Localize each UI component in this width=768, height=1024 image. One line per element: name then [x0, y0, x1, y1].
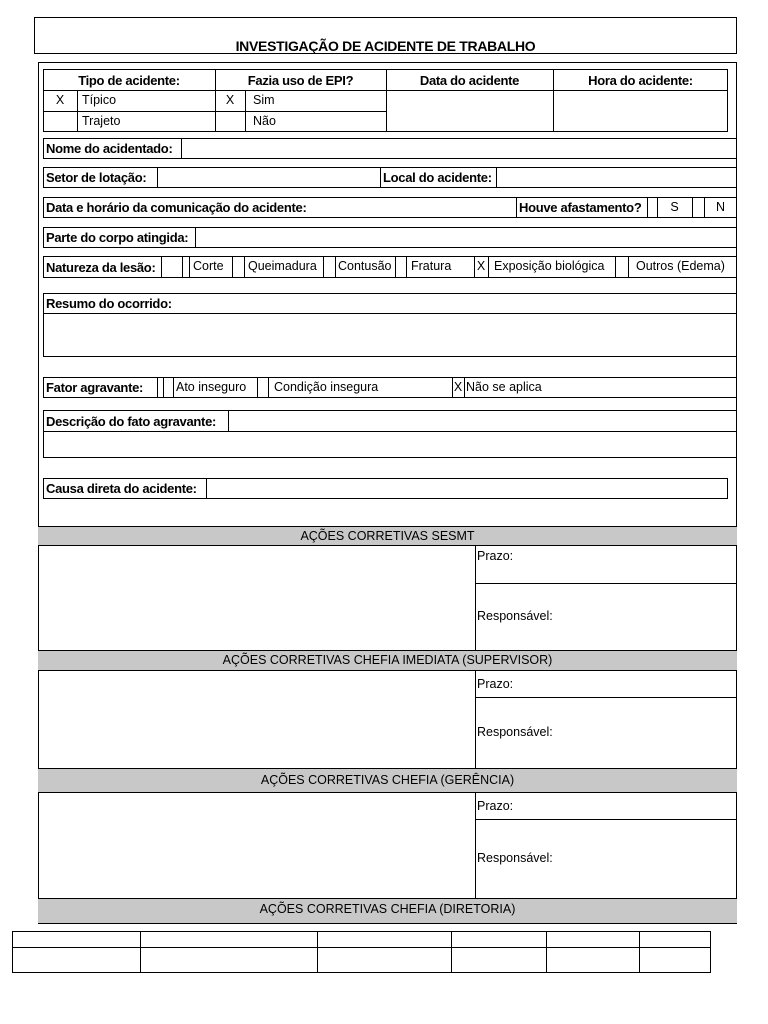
tipico-label: Típico	[82, 93, 117, 107]
nome-input[interactable]	[182, 139, 736, 158]
fator-ato-inseguro[interactable]: Ato inseguro	[176, 380, 247, 394]
causa-input[interactable]	[207, 479, 727, 498]
tipo-acidente-header: Tipo de acidente:	[78, 73, 180, 88]
epi-sim-label: Sim	[253, 93, 275, 107]
sesmt-title: AÇÕES CORRETIVAS SESMT	[300, 529, 475, 543]
natureza-corte[interactable]: Corte	[193, 259, 224, 273]
resumo-input[interactable]	[44, 314, 736, 356]
nome-label: Nome do acidentado:	[46, 141, 173, 156]
sesmt-responsavel-label: Responsável:	[477, 609, 553, 623]
fator-nao-aplica[interactable]: Não se aplica	[466, 380, 542, 394]
natureza-queimadura[interactable]: Queimadura	[248, 259, 317, 273]
trajeto-label: Trajeto	[82, 114, 121, 128]
diretoria-title: AÇÕES CORRETIVAS CHEFIA (DIRETORIA)	[259, 902, 516, 916]
afastamento-nao[interactable]: N	[715, 200, 726, 214]
fator-label: Fator agravante:	[46, 380, 144, 395]
setor-input[interactable]	[158, 168, 379, 187]
descricao-input[interactable]	[44, 432, 736, 457]
setor-label: Setor de lotação:	[46, 170, 147, 185]
natureza-exposicao-mark[interactable]: X	[476, 259, 486, 273]
supervisor-actions-input[interactable]	[39, 672, 474, 768]
parte-label: Parte do corpo atingida:	[46, 230, 189, 245]
natureza-label: Natureza da lesão:	[46, 260, 156, 275]
natureza-contusao[interactable]: Contusão	[338, 259, 392, 273]
parte-input[interactable]	[196, 228, 736, 247]
sesmt-prazo-label: Prazo:	[477, 549, 514, 563]
hora-acidente-header: Hora do acidente:	[588, 73, 693, 88]
gerencia-actions-input[interactable]	[39, 794, 474, 898]
fator-condicao-insegura[interactable]: Condição insegura	[274, 380, 379, 394]
natureza-exposicao[interactable]: Exposição biológica	[494, 259, 605, 273]
afastamento-label: Houve afastamento?	[519, 200, 642, 215]
supervisor-responsavel-label: Responsável:	[477, 725, 553, 739]
supervisor-title: AÇÕES CORRETIVAS CHEFIA IMEDIATA (SUPERVISOR)	[222, 653, 553, 667]
supervisor-prazo-label: Prazo:	[477, 677, 514, 691]
resumo-label: Resumo do ocorrido:	[46, 296, 172, 311]
gerencia-prazo-label: Prazo:	[477, 799, 514, 813]
local-input[interactable]	[497, 168, 736, 187]
afastamento-sim[interactable]: S	[670, 200, 679, 214]
causa-label: Causa direta do acidente:	[46, 481, 197, 496]
footer-table	[12, 931, 711, 973]
epi-sim-mark[interactable]: X	[225, 93, 235, 107]
page-title: INVESTIGAÇÃO DE ACIDENTE DE TRABALHO	[235, 38, 536, 54]
descricao-label: Descrição do fato agravante:	[46, 414, 217, 429]
sesmt-actions-input[interactable]	[39, 547, 474, 649]
natureza-outros[interactable]: Outros (Edema)	[636, 259, 725, 273]
tipico-mark[interactable]: X	[55, 93, 65, 107]
comunicacao-label: Data e horário da comunicação do acidente:	[46, 200, 307, 215]
local-label: Local do acidente:	[383, 170, 492, 185]
epi-nao-label: Não	[253, 114, 276, 128]
epi-header: Fazia uso de EPI?	[247, 73, 354, 88]
fator-nao-aplica-mark[interactable]: X	[453, 380, 463, 394]
natureza-fratura[interactable]: Fratura	[411, 259, 452, 273]
gerencia-title: AÇÕES CORRETIVAS CHEFIA (GERÊNCIA)	[260, 773, 515, 787]
fator-row	[43, 377, 737, 398]
data-acidente-header: Data do acidente	[419, 73, 520, 88]
gerencia-responsavel-label: Responsável:	[477, 851, 553, 865]
